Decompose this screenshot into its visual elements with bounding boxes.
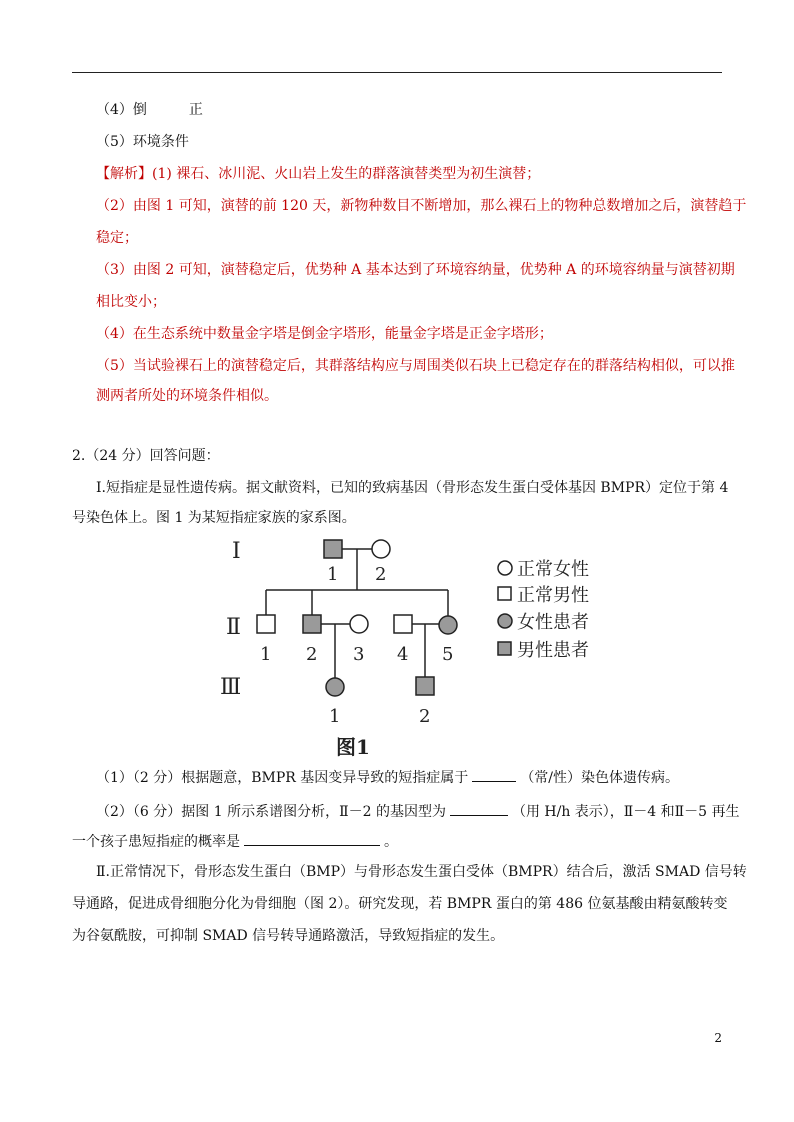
part1-line-2: 号染色体上。图 1 为某短指症家族的家系图。 xyxy=(72,510,356,526)
answer-blank-3[interactable] xyxy=(244,830,380,846)
gen2-label-3: 3 xyxy=(353,644,365,665)
legend-normal-female: 正常女性 xyxy=(517,559,589,580)
sub-question-1-text-b: （常/性）染色体遗传病。 xyxy=(520,770,680,786)
gen-label-2: Ⅱ xyxy=(226,615,241,640)
answer-5: （5）环境条件 xyxy=(96,134,189,150)
legend-normal-male: 正常男性 xyxy=(517,585,589,606)
legend-normal-female-icon xyxy=(498,561,512,575)
answer-blank-1[interactable] xyxy=(472,766,516,782)
gen1-label-2: 2 xyxy=(375,564,387,585)
gen2-2-male-affected xyxy=(303,615,321,633)
gen3-label-2: 2 xyxy=(419,706,431,727)
sub-question-2-text-a: （2）（6 分）据图 1 所示系谱图分析，Ⅱ－2 的基因型为 xyxy=(96,804,446,820)
gen3-2-male-affected xyxy=(416,677,434,695)
analysis-line-3: 稳定； xyxy=(96,230,138,246)
gen3-1-female-affected xyxy=(326,678,344,696)
analysis-line-7: （5）当试验裸石上的演替稳定后，其群落结构应与周围类似石块上已稳定存在的群落结构相似，可以推 xyxy=(96,358,735,374)
sub-question-1-text-a: （1）（2 分）根据题意，BMPR 基因变异导致的短指症属于 xyxy=(96,770,469,786)
sub-question-2-text-b: （用 H/h 表示），Ⅱ－4 和Ⅱ－5 再生 xyxy=(511,804,740,820)
legend-affected-female-icon xyxy=(498,614,512,628)
gen2-3-female-normal xyxy=(350,615,368,633)
gen2-label-2: 2 xyxy=(306,644,318,665)
legend-affected-male: 男性患者 xyxy=(517,640,589,661)
gen2-1-male-normal xyxy=(257,615,275,633)
legend-affected-male-icon xyxy=(498,642,511,655)
gen2-4-male-normal xyxy=(394,615,412,633)
sub-question-2-cont xyxy=(72,830,398,852)
analysis-line-6: （4）在生态系统中数量金字塔是倒金字塔形，能量金字塔是正金字塔形； xyxy=(96,326,553,342)
sub-question-2-text-d: 。 xyxy=(384,834,398,850)
pedigree-figure xyxy=(210,528,600,760)
gen2-label-1: 1 xyxy=(260,644,272,665)
legend-normal-male-icon xyxy=(498,587,511,600)
page-number: 2 xyxy=(714,1031,722,1045)
gen2-5-female-affected xyxy=(439,616,457,634)
gen3-label-1: 1 xyxy=(329,706,341,727)
figure-caption: 图1 xyxy=(336,735,370,759)
part2-line-1: Ⅱ.正常情况下，骨形态发生蛋白（BMP）与骨形态发生蛋白受体（BMPR）结合后，激活 SMAD 信号转 xyxy=(96,864,747,880)
analysis-line-8: 测两者所处的环境条件相似。 xyxy=(96,388,278,404)
gen-label-1: Ⅰ xyxy=(232,539,241,564)
analysis-line-1: 【解析】(1) 裸石、冰川泥、火山岩上发生的群落演替类型为初生演替； xyxy=(96,166,541,182)
part1-line-1: Ⅰ.短指症是显性遗传病。据文献资料，已知的致病基因（骨形态发生蛋白受体基因 BMPR）定位于第 4 xyxy=(96,480,729,496)
answer-4: （4）倒 正 xyxy=(96,102,203,118)
part2-line-3: 为谷氨酰胺，可抑制 SMAD 信号转导通路激活，导致短指症的发生。 xyxy=(72,928,505,944)
analysis-line-2: （2）由图 1 可知，演替的前 120 天，新物种数目不断增加，那么裸石上的物种总数增加之后，演替趋于 xyxy=(96,198,747,214)
legend-affected-female: 女性患者 xyxy=(517,612,589,633)
analysis-line-5: 相比变小； xyxy=(96,294,166,310)
gen1-label-1: 1 xyxy=(327,564,339,585)
analysis-line-4: （3）由图 2 可知，演替稳定后，优势种 A 基本达到了环境容纳量，优势种 A 的环境容纳量与演替初期 xyxy=(96,262,735,278)
part2-line-2: 导通路，促进成骨细胞分化为骨细胞（图 2）。研究发现，若 BMPR 蛋白的第 486 位氨基酸由精氨酸转变 xyxy=(72,896,728,912)
gen1-male-affected xyxy=(324,540,342,558)
header-rule xyxy=(72,72,722,73)
question-2-header: 2.（24 分）回答问题： xyxy=(72,448,220,464)
answer-blank-2[interactable] xyxy=(450,800,508,816)
gen2-label-4: 4 xyxy=(397,644,409,665)
sub-question-2-text-c: 一个孩子患短指症的概率是 xyxy=(72,834,240,850)
sub-question-1 xyxy=(96,766,679,788)
gen1-female-normal xyxy=(372,540,390,558)
sub-question-2 xyxy=(96,800,740,822)
gen-label-3: Ⅲ xyxy=(220,675,242,700)
gen2-label-5: 5 xyxy=(442,644,454,665)
